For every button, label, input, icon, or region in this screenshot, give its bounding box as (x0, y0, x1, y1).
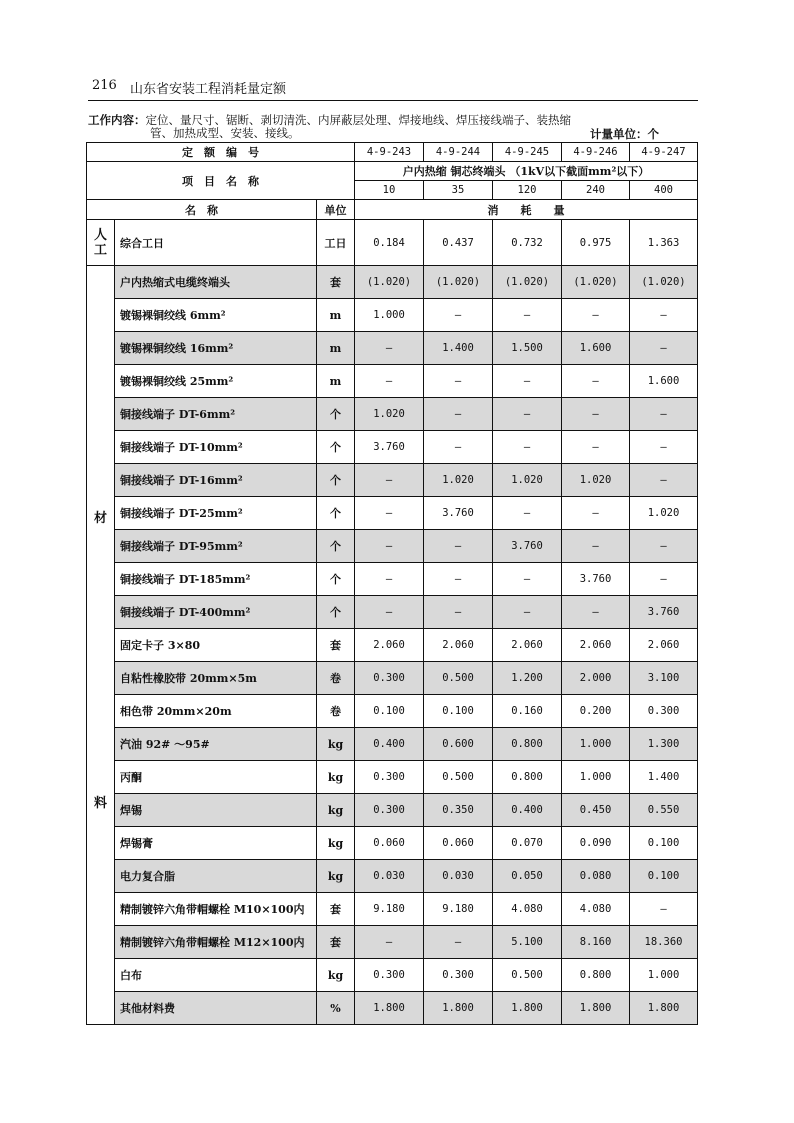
material-value: — (562, 530, 630, 563)
material-name: 电力复合脂 (115, 860, 317, 893)
material-name: 铜接线端子 DT-16mm² (115, 464, 317, 497)
material-value: — (630, 893, 698, 926)
material-value: 1.800 (562, 992, 630, 1025)
material-unit: 个 (317, 464, 355, 497)
material-value: 4.080 (562, 893, 630, 926)
unit-column-header: 单位 (317, 200, 355, 220)
material-value: — (424, 299, 493, 332)
material-name: 户内热缩式电缆终端头 (115, 266, 317, 299)
material-row (87, 365, 698, 398)
material-value: — (424, 530, 493, 563)
material-value: (1.020) (562, 266, 630, 299)
material-value: 0.800 (493, 761, 562, 794)
material-row (87, 992, 698, 1025)
material-category (87, 266, 115, 1025)
material-name: 焊锡 (115, 794, 317, 827)
material-value: 4.080 (493, 893, 562, 926)
labor-value: 0.437 (424, 220, 493, 266)
material-unit: % (317, 992, 355, 1025)
material-value: 0.060 (424, 827, 493, 860)
material-value: 0.100 (630, 827, 698, 860)
labor-category-text (87, 228, 114, 258)
material-value: — (493, 365, 562, 398)
material-value: 1.800 (630, 992, 698, 1025)
material-value: — (355, 596, 424, 629)
material-value: — (493, 563, 562, 596)
material-unit: 套 (317, 629, 355, 662)
material-value: 2.000 (562, 662, 630, 695)
labor-name: 综合工日 (115, 220, 317, 266)
material-value: — (424, 431, 493, 464)
material-row (87, 761, 698, 794)
measurement-unit-note: 计量单位：个 (590, 127, 659, 141)
material-value: 0.800 (562, 959, 630, 992)
material-row (87, 497, 698, 530)
material-row (87, 464, 698, 497)
material-unit: 个 (317, 497, 355, 530)
material-value: 0.300 (355, 662, 424, 695)
material-value: 0.300 (424, 959, 493, 992)
labor-value: 0.184 (355, 220, 424, 266)
material-name: 其他材料费 (115, 992, 317, 1025)
material-value: 2.060 (355, 629, 424, 662)
material-row (87, 332, 698, 365)
material-value: 3.760 (630, 596, 698, 629)
material-value: — (562, 398, 630, 431)
material-name: 铜接线端子 DT-25mm² (115, 497, 317, 530)
material-value: 3.760 (562, 563, 630, 596)
material-row (87, 860, 698, 893)
material-value: 1.300 (630, 728, 698, 761)
material-value: — (562, 497, 630, 530)
material-value: 0.200 (562, 695, 630, 728)
material-name: 汽油 92# ～95# (115, 728, 317, 761)
quota-code: 4-9-246 (562, 143, 630, 162)
material-value: 3.760 (355, 431, 424, 464)
material-unit: m (317, 299, 355, 332)
quota-table (86, 142, 698, 1025)
material-value: — (630, 398, 698, 431)
material-name: 精制镀锌六角带帽螺栓 M12×100内 (115, 926, 317, 959)
material-value: 0.060 (355, 827, 424, 860)
material-name: 精制镀锌六角带帽螺栓 M10×100内 (115, 893, 317, 926)
material-unit: m (317, 365, 355, 398)
material-value: 3.760 (424, 497, 493, 530)
material-value: 2.060 (424, 629, 493, 662)
material-unit: 卷 (317, 662, 355, 695)
material-value: 0.600 (424, 728, 493, 761)
material-row (87, 530, 698, 563)
material-value: 0.550 (630, 794, 698, 827)
material-unit: 个 (317, 563, 355, 596)
material-name: 铜接线端子 DT-6mm² (115, 398, 317, 431)
material-value: 2.060 (493, 629, 562, 662)
material-value: 1.600 (630, 365, 698, 398)
material-value: 0.050 (493, 860, 562, 893)
material-value: 1.200 (493, 662, 562, 695)
material-row (87, 299, 698, 332)
material-value: 0.450 (562, 794, 630, 827)
material-value: 1.500 (493, 332, 562, 365)
item-group-row (87, 162, 698, 181)
material-value: — (630, 299, 698, 332)
material-value: 0.400 (355, 728, 424, 761)
material-value: — (562, 431, 630, 464)
labor-value: 0.732 (493, 220, 562, 266)
material-unit: m (317, 332, 355, 365)
material-value: 0.100 (355, 695, 424, 728)
section-size: 400 (630, 181, 698, 200)
material-value: 3.760 (493, 530, 562, 563)
material-value: 1.600 (562, 332, 630, 365)
material-value: 0.080 (562, 860, 630, 893)
section-size: 120 (493, 181, 562, 200)
labor-value: 1.363 (630, 220, 698, 266)
material-category-bottom: 料 (93, 796, 107, 811)
material-value: 9.180 (424, 893, 493, 926)
material-value: 1.020 (355, 398, 424, 431)
material-value: — (355, 926, 424, 959)
material-value: 18.360 (630, 926, 698, 959)
material-row (87, 266, 698, 299)
work-content-line2: 管、加热成型、安装、接线。 (150, 126, 300, 140)
section-size: 240 (562, 181, 630, 200)
material-value: — (493, 299, 562, 332)
material-value: — (355, 530, 424, 563)
material-value: (1.020) (424, 266, 493, 299)
material-value: — (562, 596, 630, 629)
material-value: 0.300 (355, 959, 424, 992)
material-value: 0.400 (493, 794, 562, 827)
material-row (87, 563, 698, 596)
material-unit: 卷 (317, 695, 355, 728)
material-value: — (630, 464, 698, 497)
material-value: 1.000 (355, 299, 424, 332)
work-content-label: 工作内容： (88, 113, 146, 127)
material-name: 铜接线端子 DT-95mm² (115, 530, 317, 563)
material-value: (1.020) (355, 266, 424, 299)
item-group-title: 户内热缩 铜芯终端头 （1kV以下截面mm²以下） (355, 162, 698, 181)
material-value: — (424, 365, 493, 398)
material-value: 1.400 (630, 761, 698, 794)
material-value: 1.400 (424, 332, 493, 365)
material-value: 0.090 (562, 827, 630, 860)
material-value: 1.800 (493, 992, 562, 1025)
material-value: — (630, 563, 698, 596)
section-size: 35 (424, 181, 493, 200)
material-value: 0.160 (493, 695, 562, 728)
item-name-label: 项 目 名 称 (87, 162, 355, 200)
material-value: 0.500 (424, 662, 493, 695)
material-unit: 套 (317, 266, 355, 299)
material-name: 相色带 20mm×20m (115, 695, 317, 728)
material-value: — (562, 365, 630, 398)
material-name: 自粘性橡胶带 20mm×5m (115, 662, 317, 695)
material-value: 0.070 (493, 827, 562, 860)
material-value: 3.100 (630, 662, 698, 695)
page-number: 216 (92, 78, 117, 93)
material-value: — (424, 926, 493, 959)
consumption-column-header: 消 耗 量 (355, 200, 698, 220)
material-value: — (355, 497, 424, 530)
book-title: 山东省安装工程消耗量定额 (130, 82, 287, 97)
section-size: 10 (355, 181, 424, 200)
column-header-row (87, 200, 698, 220)
material-value: 0.500 (493, 959, 562, 992)
material-row (87, 629, 698, 662)
material-value: 0.030 (355, 860, 424, 893)
material-value: 1.020 (630, 497, 698, 530)
material-unit: 套 (317, 893, 355, 926)
material-value: — (630, 431, 698, 464)
material-value: — (562, 299, 630, 332)
material-value: — (630, 530, 698, 563)
quota-code: 4-9-244 (424, 143, 493, 162)
material-name: 焊锡膏 (115, 827, 317, 860)
material-row (87, 662, 698, 695)
material-value: 0.500 (424, 761, 493, 794)
material-unit: kg (317, 728, 355, 761)
quota-code-label: 定 额 编 号 (87, 143, 355, 162)
material-value: 0.300 (630, 695, 698, 728)
labor-unit: 工日 (317, 220, 355, 266)
material-unit: kg (317, 860, 355, 893)
material-value: 1.800 (424, 992, 493, 1025)
material-name: 铜接线端子 DT-400mm² (115, 596, 317, 629)
material-row (87, 596, 698, 629)
material-value: 1.000 (562, 728, 630, 761)
material-unit: 个 (317, 431, 355, 464)
material-value: — (493, 596, 562, 629)
material-value: 1.020 (424, 464, 493, 497)
material-unit: 个 (317, 530, 355, 563)
material-row (87, 959, 698, 992)
material-row (87, 398, 698, 431)
material-value: (1.020) (630, 266, 698, 299)
material-name: 白布 (115, 959, 317, 992)
material-name: 铜接线端子 DT-185mm² (115, 563, 317, 596)
material-value: — (424, 563, 493, 596)
material-row (87, 827, 698, 860)
material-row (87, 893, 698, 926)
material-row (87, 431, 698, 464)
material-value: 0.300 (355, 794, 424, 827)
material-value: 5.100 (493, 926, 562, 959)
labor-category (87, 220, 115, 266)
quota-code: 4-9-245 (493, 143, 562, 162)
material-value: 0.030 (424, 860, 493, 893)
labor-category-char: 人 (93, 227, 107, 243)
material-value: 0.350 (424, 794, 493, 827)
material-value: 8.160 (562, 926, 630, 959)
quota-code: 4-9-247 (630, 143, 698, 162)
material-value: 0.100 (424, 695, 493, 728)
material-value: 1.000 (562, 761, 630, 794)
material-value: 1.020 (493, 464, 562, 497)
material-category-top: 材 (93, 511, 107, 526)
material-unit: kg (317, 959, 355, 992)
material-value: 0.800 (493, 728, 562, 761)
material-value: 1.800 (355, 992, 424, 1025)
material-row (87, 926, 698, 959)
quota-code: 4-9-243 (355, 143, 424, 162)
work-content-line1: 定位、量尺寸、锯断、剥切清洗、内屏蔽层处理、焊接地线、焊压接线端子、装热缩 (145, 113, 571, 127)
page-header (88, 74, 698, 101)
material-name: 铜接线端子 DT-10mm² (115, 431, 317, 464)
material-name: 镀锡裸铜绞线 6mm² (115, 299, 317, 332)
name-column-header: 名 称 (87, 200, 317, 220)
material-value: (1.020) (493, 266, 562, 299)
material-value: — (424, 398, 493, 431)
material-unit: kg (317, 794, 355, 827)
material-name: 丙酮 (115, 761, 317, 794)
material-name: 固定卡子 3×80 (115, 629, 317, 662)
quota-code-row (87, 143, 698, 162)
material-row (87, 695, 698, 728)
material-value: 0.300 (355, 761, 424, 794)
material-row (87, 794, 698, 827)
material-unit: 个 (317, 398, 355, 431)
labor-value: 0.975 (562, 220, 630, 266)
material-value: — (493, 398, 562, 431)
material-unit: kg (317, 827, 355, 860)
material-value: — (355, 563, 424, 596)
material-value: 2.060 (630, 629, 698, 662)
material-value: — (493, 497, 562, 530)
material-name: 镀锡裸铜绞线 25mm² (115, 365, 317, 398)
material-value: 9.180 (355, 893, 424, 926)
material-value: — (424, 596, 493, 629)
material-value: 1.000 (630, 959, 698, 992)
labor-category-char: 工 (93, 242, 107, 258)
material-value: — (355, 464, 424, 497)
material-value: 1.020 (562, 464, 630, 497)
labor-row (87, 220, 698, 266)
material-value: — (630, 332, 698, 365)
material-value: — (355, 365, 424, 398)
material-value: 0.100 (630, 860, 698, 893)
material-value: — (493, 431, 562, 464)
material-unit: 个 (317, 596, 355, 629)
material-unit: kg (317, 761, 355, 794)
material-name: 镀锡裸铜绞线 16mm² (115, 332, 317, 365)
material-unit: 套 (317, 926, 355, 959)
material-value: — (355, 332, 424, 365)
material-value: 2.060 (562, 629, 630, 662)
material-row (87, 728, 698, 761)
